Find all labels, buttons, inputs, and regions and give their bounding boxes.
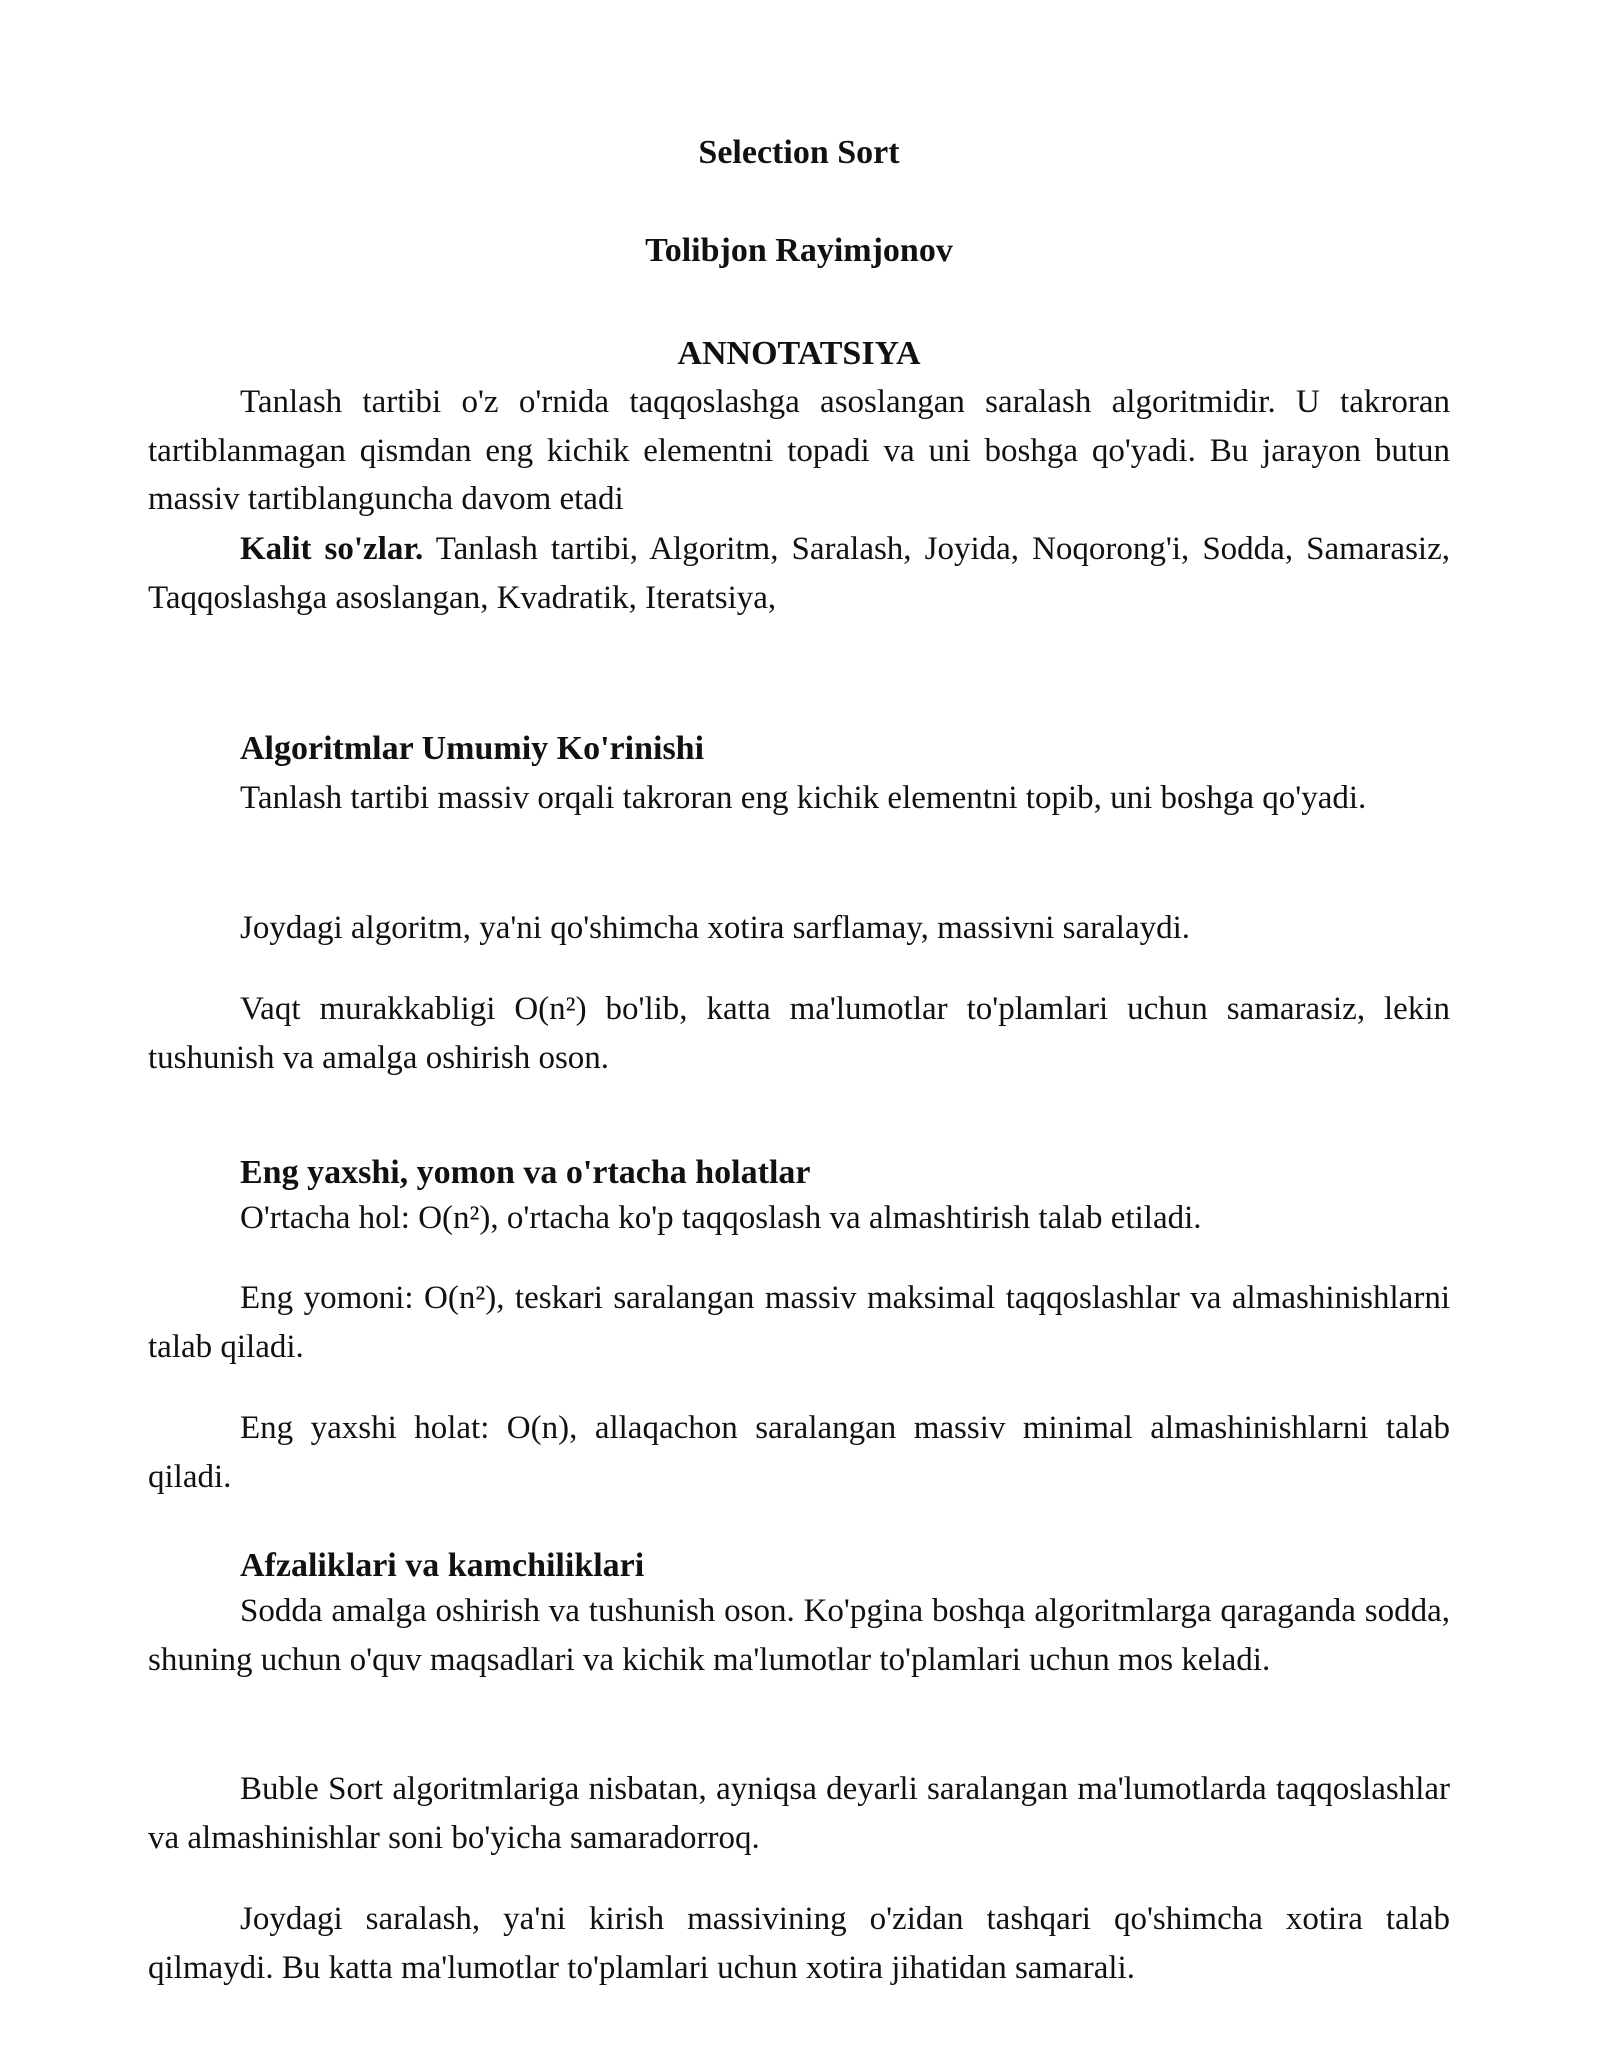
- keywords-paragraph: [148, 525, 1450, 622]
- overview-paragraph-2: Joydagi algoritm, ya'ni qo'shimcha xotira sarflamay, massivni saralaydi.: [240, 910, 1191, 946]
- cases-paragraph-best: Eng yaxshi holat: O(n), allaqachon saralangan massiv minimal almashinishlarni talab qiladi.: [148, 1410, 1450, 1495]
- pros-paragraph-2: Buble Sort algoritmlariga nisbatan, ayniqsa deyarli saralangan ma'lumotlarda taqqoslashlar va almashinishlar soni bo'yicha samaradorroq.: [148, 1771, 1450, 1856]
- keywords-label: Kalit so'zlar.: [240, 531, 424, 567]
- section-heading-cases: Eng yaxshi, yomon va o'rtacha holatlar: [240, 1154, 811, 1191]
- annotation-heading: ANNOTATSIYA: [677, 335, 921, 372]
- document-title: Selection Sort: [698, 134, 900, 171]
- pros-paragraph-1: Sodda amalga oshirish va tushunish oson. Ko'pgina boshqa algoritmlarga qaraganda sodda, shuning uchun o'quv maqsadlari va kichik ma'lumotlar to'plamlari uchun mos keladi.: [148, 1593, 1450, 1678]
- cases-paragraph-worst: Eng yomoni: O(n²), teskari saralangan massiv maksimal taqqoslashlar va almashinishlarni talab qiladi.: [148, 1280, 1450, 1365]
- pros-paragraph-3: Joydagi saralash, ya'ni kirish massivining o'zidan tashqari qo'shimcha xotira talab qilmaydi. Bu katta ma'lumotlar to'plamlari uchun xotira jihatidan samarali.: [148, 1901, 1450, 1986]
- author-name: Tolibjon Rayimjonov: [645, 232, 953, 269]
- cases-paragraph-average: O'rtacha hol: O(n²), o'rtacha ko'p taqqoslash va almashtirish talab etiladi.: [240, 1200, 1202, 1236]
- overview-paragraph-3: Vaqt murakkabligi O(n²) bo'lib, katta ma'lumotlar to'plamlari uchun samarasiz, lekin tushunish va amalga oshirish oson.: [148, 991, 1450, 1076]
- keywords-list: Tanlash tartibi, Algoritm, Saralash, Joyida, Noqorong'i, Sodda, Samarasiz, Taqqoslashga asoslangan, Kvadratik, Iteratsiya,: [148, 531, 1450, 616]
- section-heading-pros-cons: Afzaliklari va kamchiliklari: [240, 1547, 645, 1584]
- annotation-paragraph: Tanlash tartibi o'z o'rnida taqqoslashga asoslangan saralash algoritmidir. U takroran tartiblanmagan qismdan eng kichik elementni topadi va uni boshga qo'yadi. Bu jarayon butun massiv tartiblanguncha davom etadi: [148, 384, 1450, 517]
- overview-paragraph-1: Tanlash tartibi massiv orqali takroran eng kichik elementni topib, uni boshga qo'yadi.: [240, 780, 1367, 816]
- section-heading-overview: Algoritmlar Umumiy Ko'rinishi: [240, 730, 705, 767]
